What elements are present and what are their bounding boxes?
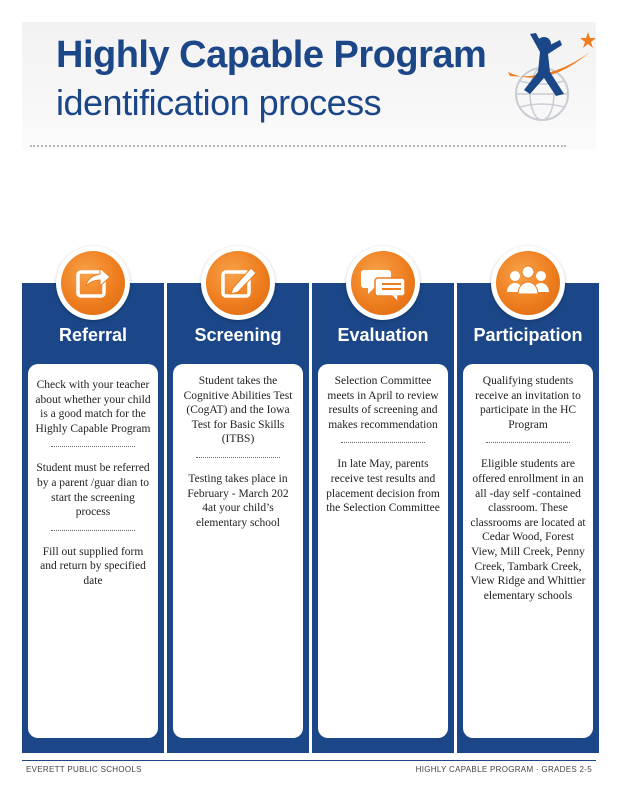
- step-card-referral: [28, 364, 158, 738]
- footer-rule: [22, 760, 596, 761]
- section-divider: [486, 442, 570, 443]
- referral-text-3: Fill out supplied form and return by specified date: [40, 545, 146, 587]
- referral-text-2: Student must be referred by a parent /guar dian to start the screening process: [36, 462, 150, 519]
- share-arrow-icon: [56, 246, 130, 320]
- participation-text-1: Qualifying students receive an invitation to participate in the HC Program: [475, 375, 581, 431]
- evaluation-text-1: Selection Committee meets in April to review results of screening and makes recommendation: [327, 375, 439, 431]
- student-leaping-globe-logo: [490, 24, 600, 124]
- section-divider: [51, 530, 135, 531]
- footer-program: HIGHLY CAPABLE PROGRAM · GRADES 2-5: [415, 765, 592, 774]
- section-divider: [51, 446, 135, 447]
- header-divider: [30, 145, 566, 147]
- header-banner: [22, 22, 596, 150]
- participation-text-2: Eligible students are offered enrollment in an all -day self -contained classroom. These classrooms are located at Cedar Wood, Forest View, Mill Creek, Penny Creek, Tambark Creek, View Ridge and Whittier elementary schools: [470, 458, 586, 602]
- referral-text-1: Check with your teacher about whether your child is a good match for the Highly Capable Program: [35, 379, 151, 435]
- step-card-screening: [173, 364, 303, 738]
- step-title-evaluation: Evaluation: [337, 325, 429, 345]
- page-title: Highly Capable Program: [56, 34, 487, 76]
- step-card-evaluation: [318, 364, 448, 738]
- section-divider: [196, 457, 280, 458]
- footer-district: EVERETT PUBLIC SCHOOLS: [26, 765, 142, 774]
- screening-text-2: Testing takes place in February - March 202 4at your child’s elementary school: [187, 472, 289, 529]
- page-subtitle: identification process: [56, 82, 382, 123]
- section-divider: [341, 442, 425, 443]
- evaluation-text-2: In late May, parents receive test results and placement decision from the Selection Committee: [326, 458, 440, 515]
- step-title-referral: Referral: [58, 325, 128, 345]
- chat-bubbles-icon: [346, 246, 420, 320]
- step-title-screening: Screening: [194, 325, 282, 345]
- step-card-participation: [463, 364, 593, 738]
- screening-text-1: Student takes the Cognitive Abilities Test (CogAT) and the Iowa Test for Basic Skills (ITBS): [183, 375, 293, 446]
- pencil-edit-icon: [201, 246, 275, 320]
- step-title-participation: Participation: [473, 325, 583, 345]
- group-people-icon: [491, 246, 565, 320]
